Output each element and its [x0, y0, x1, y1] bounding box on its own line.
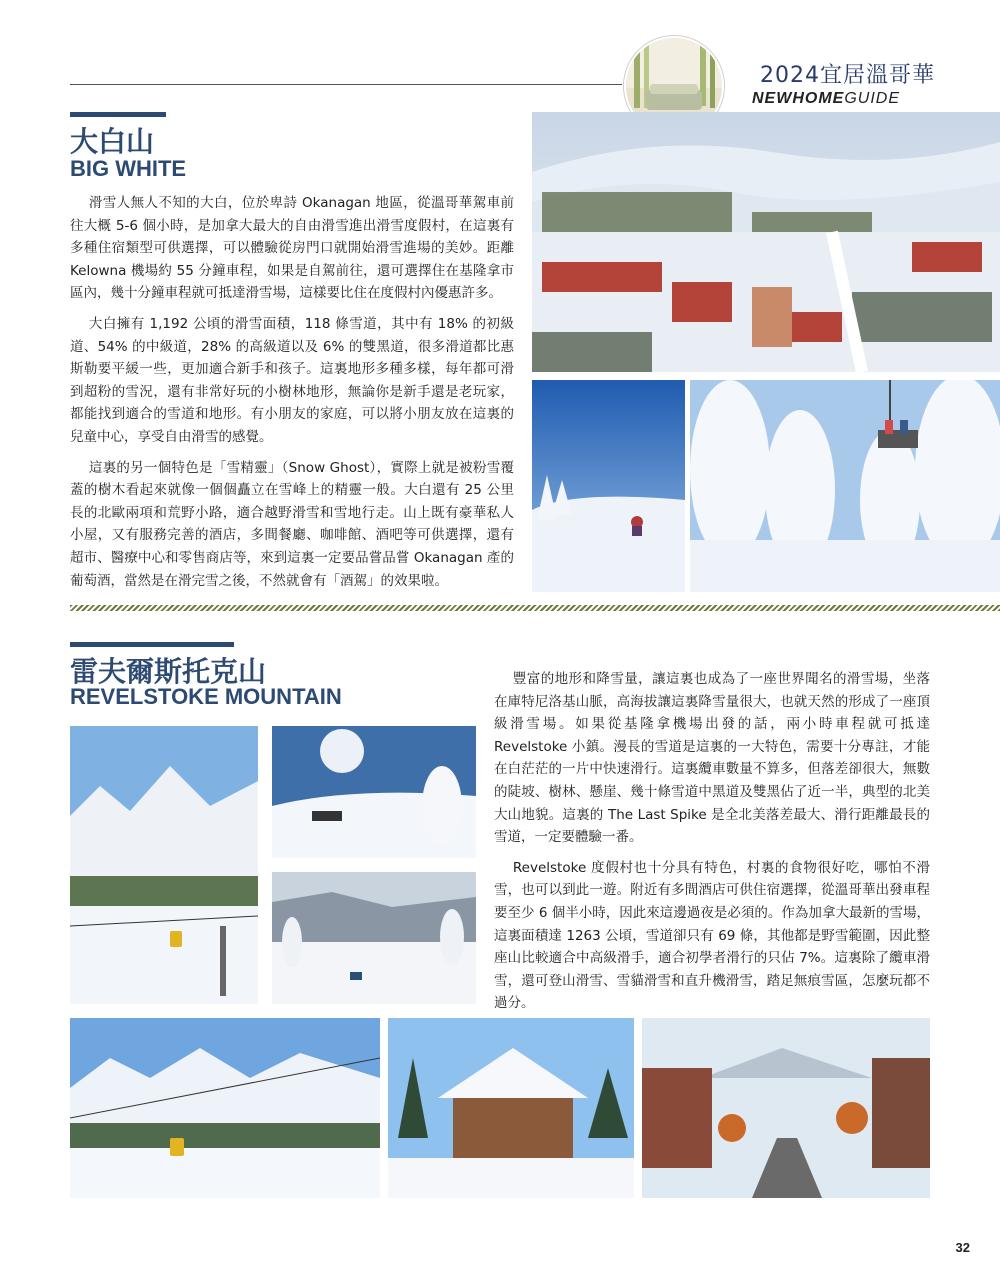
body-paragraph: 豐富的地形和降雪量，讓這裏也成為了一座世界聞名的滑雪場，坐落在庫特尼洛基山脈，高海拔讓這裏降雪量很大，也就天然的形成了一座頂級滑雪場。如果從基隆拿機場出發的話，兩小時車程就可抵達 Revelstoke 小鎮。漫長的雪道是這裏的一大特色，需要十分專註，才能在白茫茫的一片中快速滑行。這裏纜車數量不算多，但落差卻很大，無數的陡坡、樹林、懸崖、幾十條雪道中黑道及雙黑佔了近一半，典型的北美大山地貌。這裏的 The Last Spike 是全北美落差最大、滑行距離最長的雪道，一定要體驗一番。	[494, 671, 930, 846]
revelstoke-powder-skier-photo	[272, 872, 476, 1004]
header-rule	[70, 84, 622, 85]
big-white-snow-ghost-photo	[690, 380, 1000, 592]
body-paragraph: 大白擁有 1,192 公頃的滑雪面積，118 條雪道，其中有 18% 的初級道、54% 的中級道，28% 的高級道以及 6% 的雙黑道，很多滑道都比惠斯勒要平緩一些，更加適合新手和孩子。這裏地形多種多樣，每年都可滑到超粉的雪況，還有非常好玩的小樹林地形，無論你是新手還是老玩家，都能找到適合的雪道和地形。有小朋友的家庭，可以將小朋友放在這裏的兒童中心，享受自由滑雪的感覺。	[70, 315, 514, 445]
revelstoke-town-street-photo	[642, 1018, 930, 1198]
big-white-skier-photo	[532, 380, 685, 592]
body-paragraph: Revelstoke 度假村也十分具有特色，村裏的食物很好吃，哪怕不滑雪，也可以到此一遊。附近有多間酒店可供住宿選擇，從溫哥華出發車程要至少 6 個半小時，因此來這邊過夜是必須的。作為加拿大最新的雪場，這裏面積達 1263 公頃，雪道卻只有 69 條，其他都是野雪範圍，因此整座山比較適合中高級滑手，適合初學者滑行的只佔 7%。這裏除了纜車滑雪，還可登山滑雪、雪貓滑雪和直升機滑雪，踏足無痕雪區，怎麼玩都不過分。	[494, 859, 930, 1012]
revelstoke-gondola-valley-photo	[70, 726, 258, 1004]
body-paragraph: 滑雪人無人不知的大白，位於卑詩 Okanagan 地區，從溫哥華駕車前往大概 5-6 個小時，是加拿大最大的自由滑雪進出滑雪度假村，在這裏有多種住宿類型可供選擇，可以體驗從房門口就開始滑雪進場的美妙。距離 Kelowna 機場約 55 分鐘車程，如果是自駕前往，還可選擇住在基隆拿市區內，幾十分鐘車程就可抵達滑雪場，這樣要比住在度假村內優惠許多。	[70, 195, 514, 302]
section-accent-bar	[70, 112, 166, 117]
big-white-body	[70, 192, 514, 600]
subtitle-home: HOME	[792, 90, 845, 107]
magazine-title: 2024宜居溫哥華	[760, 63, 935, 88]
page-number: 32	[955, 1240, 970, 1255]
revelstoke-mountain-gondola-photo	[70, 1018, 380, 1198]
revelstoke-cabin-photo	[388, 1018, 634, 1198]
revelstoke-helicopter-photo	[272, 726, 476, 858]
section-title-en: REVELSTOKE MOUNTAIN	[70, 684, 342, 709]
subtitle-new: NEW	[752, 90, 793, 107]
section-divider	[70, 605, 1000, 611]
section-title-zh: 大白山	[70, 125, 155, 158]
big-white-village-photo	[532, 112, 1000, 372]
section-title-en: BIG WHITE	[70, 156, 187, 181]
subtitle-guide: GUIDE	[844, 90, 900, 107]
section-accent-bar	[70, 642, 234, 647]
section-title-zh: 雷夫爾斯托克山	[70, 655, 267, 688]
magazine-subtitle	[752, 90, 972, 108]
body-paragraph: 這裏的另一個特色是「雪精靈」（Snow Ghost），實際上就是被粉雪覆蓋的樹木看起來就像一個個矗立在雪峰上的精靈一般。大白還有 25 公里長的北歐兩項和荒野小路，適合越野滑雪和雪地行走。山上既有豪華私人小屋，又有服務完善的酒店，多間餐廳、咖啡館、酒吧等可供選擇，還有超市、醫療中心和零售商店等，來到這裏一定要品嘗品嘗 Okanagan 產的葡萄酒，當然是在滑完雪之後，不然就會有「酒駕」的效果啦。	[70, 459, 514, 589]
revelstoke-body	[494, 668, 930, 1023]
